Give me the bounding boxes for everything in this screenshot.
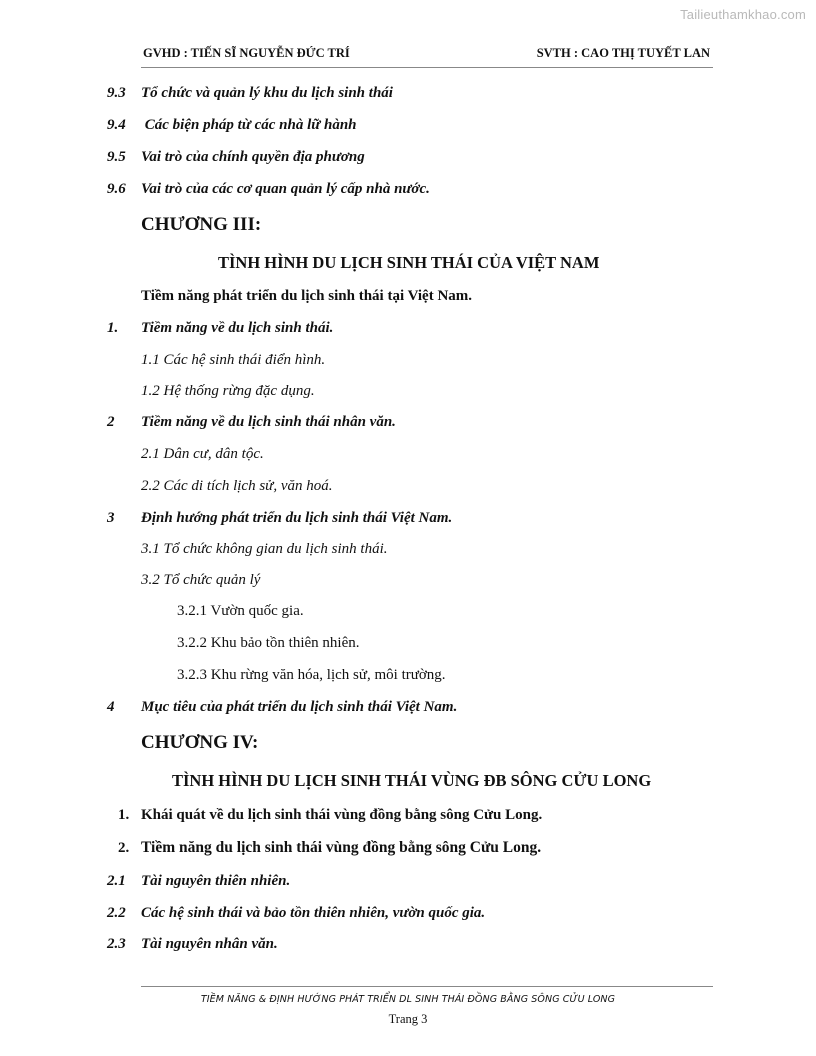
toc-subitem: 3.2 Tổ chức quản lý (141, 572, 261, 588)
item-number: 4 (107, 699, 115, 715)
toc-item: Tiềm năng du lịch sinh thái vùng đồng bằng sông Cửu Long. (141, 839, 542, 856)
toc-subsubitem: 3.2.2 Khu bảo tồn thiên nhiên. (177, 635, 360, 651)
toc-item: Định hướng phát triển du lịch sinh thái Việt Nam. (141, 510, 453, 526)
toc-item: Tiềm năng về du lịch sinh thái nhân văn. (141, 414, 396, 430)
header-instructor: GVHD : TIẾN SĨ NGUYỄN ĐỨC TRÍ (143, 46, 350, 60)
page-number: Trang 3 (388, 1012, 428, 1026)
item-number: 9.4 (107, 117, 126, 133)
toc-item: Vai trò của chính quyền địa phương (141, 149, 365, 165)
toc-item: Các biện pháp từ các nhà lữ hành (141, 117, 357, 133)
toc-subitem: 2.2 Các di tích lịch sử, văn hoá. (141, 478, 333, 494)
header-student: SVTH : CAO THỊ TUYẾT LAN (536, 46, 710, 60)
toc-subsubitem: 3.2.3 Khu rừng văn hóa, lịch sử, môi trường. (177, 667, 446, 683)
chapter-4-label: CHƯƠNG IV: (141, 732, 259, 753)
chapter-3-title: TÌNH HÌNH DU LỊCH SINH THÁI CỦA VIỆT NAM (218, 253, 600, 272)
item-number: 9.5 (107, 149, 126, 165)
item-number: 2.3 (107, 936, 126, 952)
toc-item: Khái quát về du lịch sinh thái vùng đồng bằng sông Cửu Long. (141, 807, 543, 823)
item-number: 3 (107, 510, 115, 526)
toc-item: Mục tiêu của phát triển du lịch sinh thái Việt Nam. (141, 699, 458, 715)
item-number: 9.6 (107, 181, 126, 197)
toc-subitem: 1.1 Các hệ sinh thái điển hình. (141, 352, 326, 368)
footer-title: TIỀM NĂNG & ĐỊNH HƯỚNG PHÁT TRIỂN DL SINH THÁI ĐỒNG BẰNG SÔNG CỬU LONG (200, 994, 616, 1005)
toc-subitem: 1.2 Hệ thống rừng đặc dụng. (141, 383, 315, 399)
item-number: 2 (107, 414, 115, 430)
toc-item: Tài nguyên nhân văn. (141, 936, 278, 952)
item-number: 9.3 (107, 85, 126, 101)
chapter-3-label: CHƯƠNG III: (141, 214, 262, 235)
item-number: 2.2 (107, 905, 126, 921)
toc-item: Tài nguyên thiên nhiên. (141, 873, 291, 889)
item-number: 1. (118, 807, 130, 823)
toc-subitem: 2.1 Dân cư, dân tộc. (141, 446, 264, 462)
item-number: 1. (107, 320, 119, 336)
footer-divider (141, 986, 713, 987)
watermark: Tailieuthamkhao.com (680, 7, 806, 22)
item-number: 2.1 (107, 873, 126, 889)
toc-item: Vai trò của các cơ quan quản lý cấp nhà nước. (141, 181, 430, 197)
toc-item: Các hệ sinh thái và bảo tồn thiên nhiên, vườn quốc gia. (141, 905, 486, 921)
toc-subitem: 3.1 Tổ chức không gian du lịch sinh thái. (141, 541, 388, 557)
header-divider (141, 67, 713, 68)
item-number: 2. (118, 840, 130, 856)
chapter-4-title: TÌNH HÌNH DU LỊCH SINH THÁI VÙNG ĐB SÔNG CỬU LONG (172, 771, 652, 790)
toc-item: Tổ chức và quản lý khu du lịch sinh thái (141, 85, 393, 101)
toc-item: Tiềm năng về du lịch sinh thái. (141, 320, 334, 336)
chapter-3-intro: Tiềm năng phát triển du lịch sinh thái tại Việt Nam. (141, 288, 473, 304)
toc-subsubitem: 3.2.1 Vườn quốc gia. (177, 603, 304, 619)
